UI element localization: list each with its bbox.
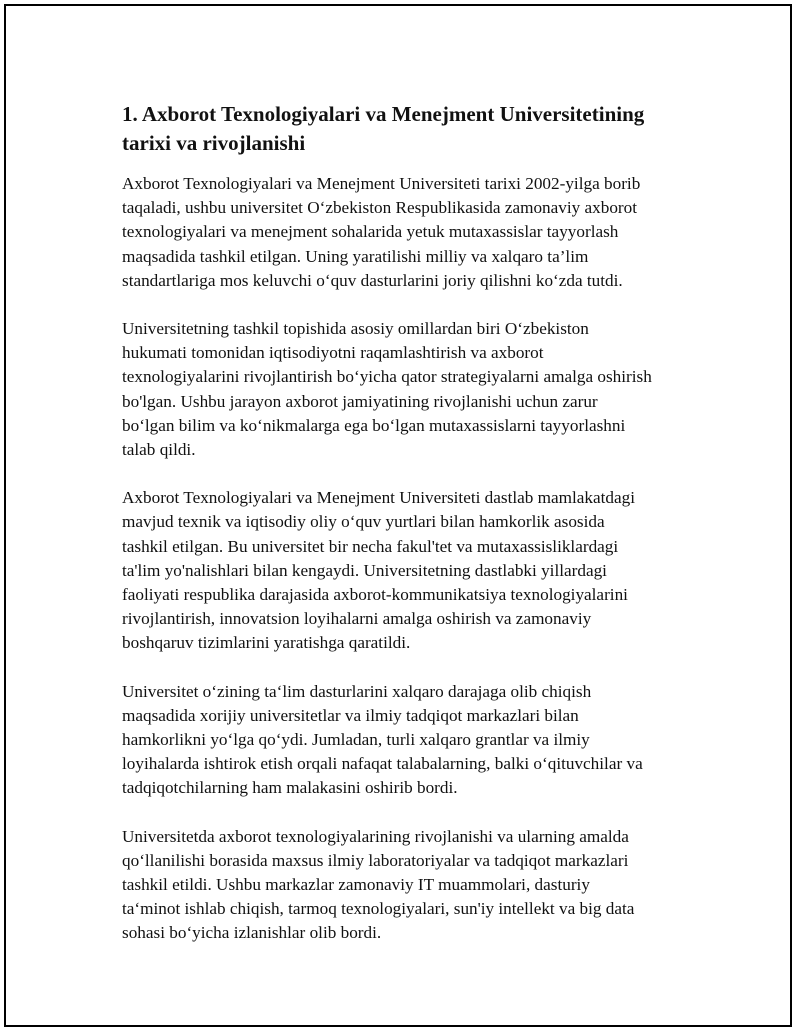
page-frame <box>4 4 792 1027</box>
heading-line: tarixi va rivojlanishi <box>122 131 306 155</box>
paragraph-line: taqaladi, ushbu universitet O‘zbekiston Respublikasida zamonaviy axborot <box>122 198 638 218</box>
paragraph-2 <box>122 317 702 462</box>
paragraph-line: mavjud texnik va iqtisodiy oliy o‘quv yurtlari bilan hamkorlik asosida <box>122 512 605 532</box>
paragraph-line: boshqaruv tizimlarini yaratishga qaratildi. <box>122 633 411 653</box>
paragraph-line: Axborot Texnologiyalari va Menejment Universiteti dastlab mamlakatdagi <box>122 488 636 508</box>
paragraph-line: Universitetda axborot texnologiyalarining rivojlanishi va ularning amalda <box>122 826 629 846</box>
paragraph-1 <box>122 172 702 293</box>
paragraph-line: loyihalarda ishtirok etish orqali nafaqat talabalarning, balki o‘qituvchilar va <box>122 754 643 774</box>
paragraph-line: hukumati tomonidan iqtisodiyotni raqamlashtirish va axborot <box>122 343 544 363</box>
paragraph-line: maqsadida tashkil etilgan. Uning yaratilishi milliy va xalqaro ta’lim <box>122 246 589 266</box>
paragraph-line: Axborot Texnologiyalari va Menejment Universiteti tarixi 2002-yilga borib <box>122 174 641 193</box>
paragraph-line: maqsadida xorijiy universitetlar va ilmiy tadqiqot markazlari bilan <box>122 705 579 725</box>
paragraph-line: bo'lgan. Ushbu jarayon axborot jamiyatining rivojlanishi uchun zarur <box>122 391 598 411</box>
paragraph-line: texnologiyalarini rivojlantirish bo‘yicha qator strategiyalarni amalga oshirish <box>122 367 652 387</box>
paragraph-line: tadqiqotchilarning ham malakasini oshirib bordi. <box>122 778 458 798</box>
paragraph-line: standartlariga mos keluvchi o‘quv dasturlarini joriy qilishni ko‘zda tutdi. <box>122 270 623 290</box>
paragraph-line: Universitet o‘zining ta‘lim dasturlarini xalqaro darajaga olib chiqish <box>122 681 592 701</box>
paragraph-line: rivojlantirish, innovatsion loyihalarni amalga oshirish va zamonaviy <box>122 609 592 629</box>
paragraph-line: hamkorlikni yo‘lga qo‘ydi. Jumladan, turli xalqaro grantlar va ilmiy <box>122 730 590 750</box>
paragraph-line: talab qildi. <box>122 440 196 460</box>
paragraph-line: faoliyati respublika darajasida axborot-kommunikatsiya texnologiyalarini <box>122 585 628 605</box>
paragraph-line: ta'lim yo'nalishlari bilan kengaydi. Universitetning dastlabki yillardagi <box>122 560 607 580</box>
paragraph-line: Universitetning tashkil topishida asosiy omillardan biri O‘zbekiston <box>122 319 589 339</box>
section-heading <box>122 100 702 158</box>
heading-line: 1. Axborot Texnologiyalari va Menejment Universitetining <box>122 102 645 126</box>
document-body <box>122 100 702 970</box>
paragraph-line: tashkil etilgan. Bu universitet bir necha fakul'tet va mutaxassisliklardagi <box>122 536 619 556</box>
paragraph-4 <box>122 680 702 801</box>
paragraph-line: sohasi bo‘yicha izlanishlar olib bordi. <box>122 923 382 943</box>
paragraph-5 <box>122 825 702 946</box>
paragraph-line: texnologiyalari va menejment sohalarida yetuk mutaxassislar tayyorlash <box>122 222 619 242</box>
paragraph-line: bo‘lgan bilim va ko‘nikmalarga ega bo‘lgan mutaxassislarni tayyorlashni <box>122 415 626 435</box>
paragraph-3 <box>122 486 702 655</box>
paragraph-line: ta‘minot ishlab chiqish, tarmoq texnologiyalari, sun'iy intellekt va big data <box>122 899 635 919</box>
paragraph-line: tashkil etildi. Ushbu markazlar zamonaviy IT muammolari, dasturiy <box>122 875 590 895</box>
paragraph-line: qo‘llanilishi borasida maxsus ilmiy laboratoriyalar va tadqiqot markazlari <box>122 850 629 870</box>
